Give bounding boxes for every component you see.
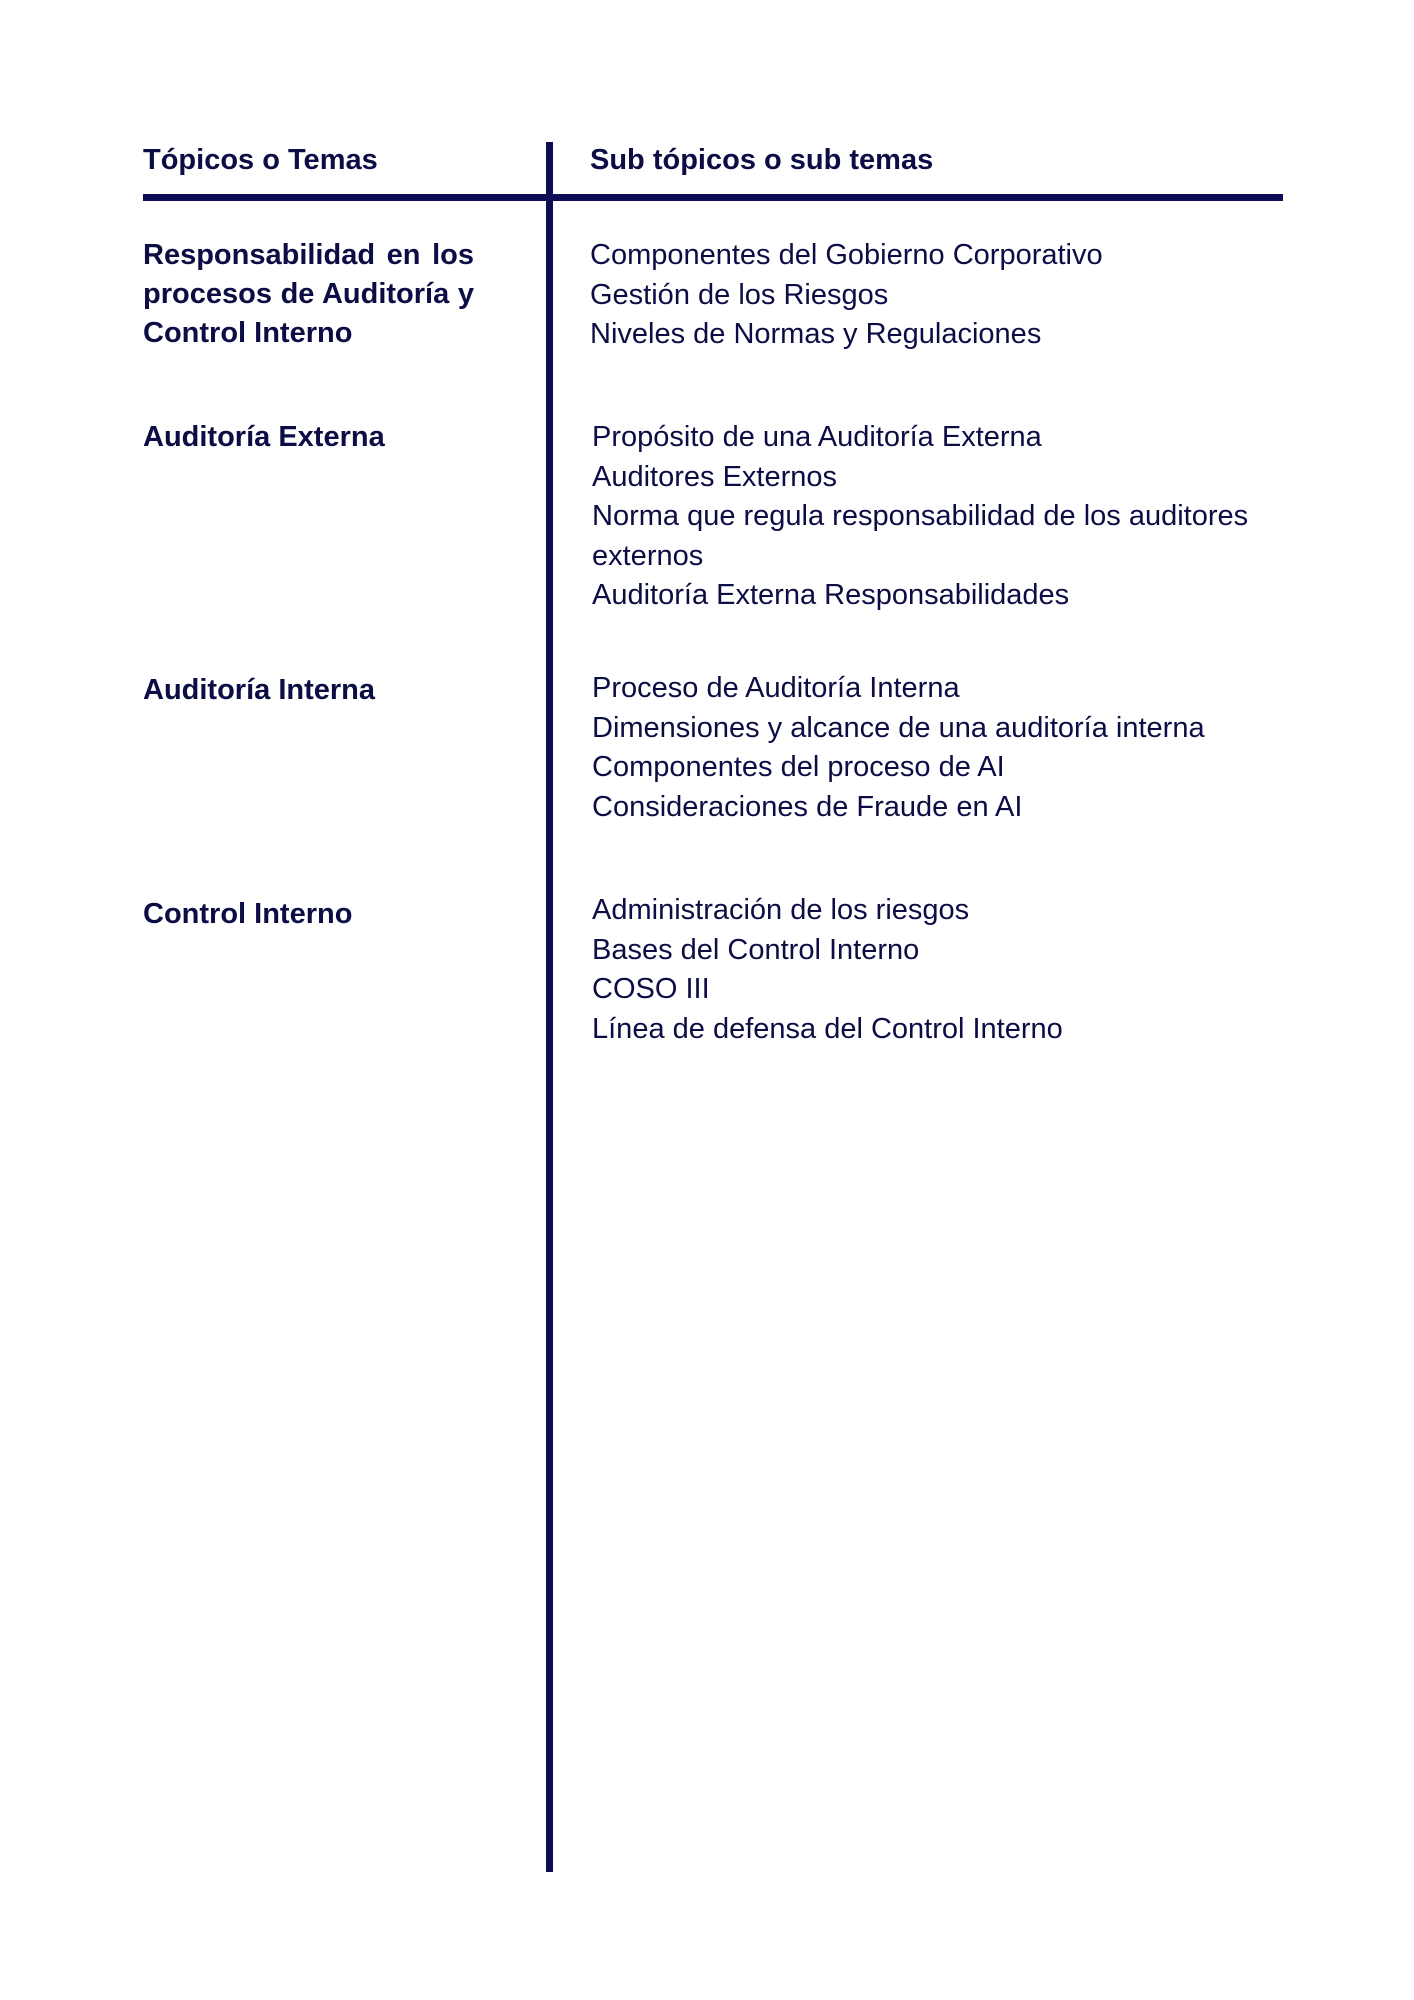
- subtopic-item: Auditoría Externa Responsabilidades: [592, 579, 1070, 611]
- subtopic-item: Consideraciones de Fraude en AI: [592, 790, 1023, 823]
- subtopic-item: Bases del Control Interno: [592, 933, 920, 966]
- subtopic-item: Componentes del proceso de AI: [592, 751, 1005, 783]
- subtopic-item: Norma que regula responsabilidad de los auditores externos: [592, 500, 1249, 572]
- topic-heading: Auditoría Interna: [143, 674, 376, 706]
- subtopic-list: [592, 891, 1312, 1049]
- subtopic-item: Propósito de una Auditoría Externa: [592, 421, 1042, 453]
- topic-heading: Control Interno: [143, 898, 353, 930]
- subtopic-list: [590, 236, 1310, 355]
- topic-heading: Responsabilidad en los procesos de Auditoría y Control Interno: [143, 239, 474, 349]
- subtopic-item: Niveles de Normas y Regulaciones: [590, 318, 1042, 350]
- subtopic-item: Proceso de Auditoría Interna: [592, 672, 960, 704]
- topics-column-header: Tópicos o Temas: [143, 144, 378, 176]
- subtopic-item: Auditores Externos: [592, 460, 838, 493]
- subtopics-column-header: Sub tópicos o sub temas: [590, 144, 934, 176]
- subtopic-item: COSO III: [592, 973, 710, 1005]
- header-divider: [143, 194, 1283, 201]
- subtopic-item: Línea de defensa del Control Interno: [592, 1012, 1063, 1045]
- subtopic-item: Gestión de los Riesgos: [590, 278, 889, 311]
- subtopic-item: Dimensiones y alcance de una auditoría interna: [592, 711, 1205, 744]
- subtopic-list: [592, 418, 1312, 616]
- subtopic-list: [592, 669, 1312, 827]
- subtopic-item: Componentes del Gobierno Corporativo: [590, 239, 1103, 271]
- subtopic-item: Administración de los riesgos: [592, 894, 970, 926]
- topic-heading: Auditoría Externa: [143, 421, 385, 453]
- column-divider: [546, 142, 553, 1872]
